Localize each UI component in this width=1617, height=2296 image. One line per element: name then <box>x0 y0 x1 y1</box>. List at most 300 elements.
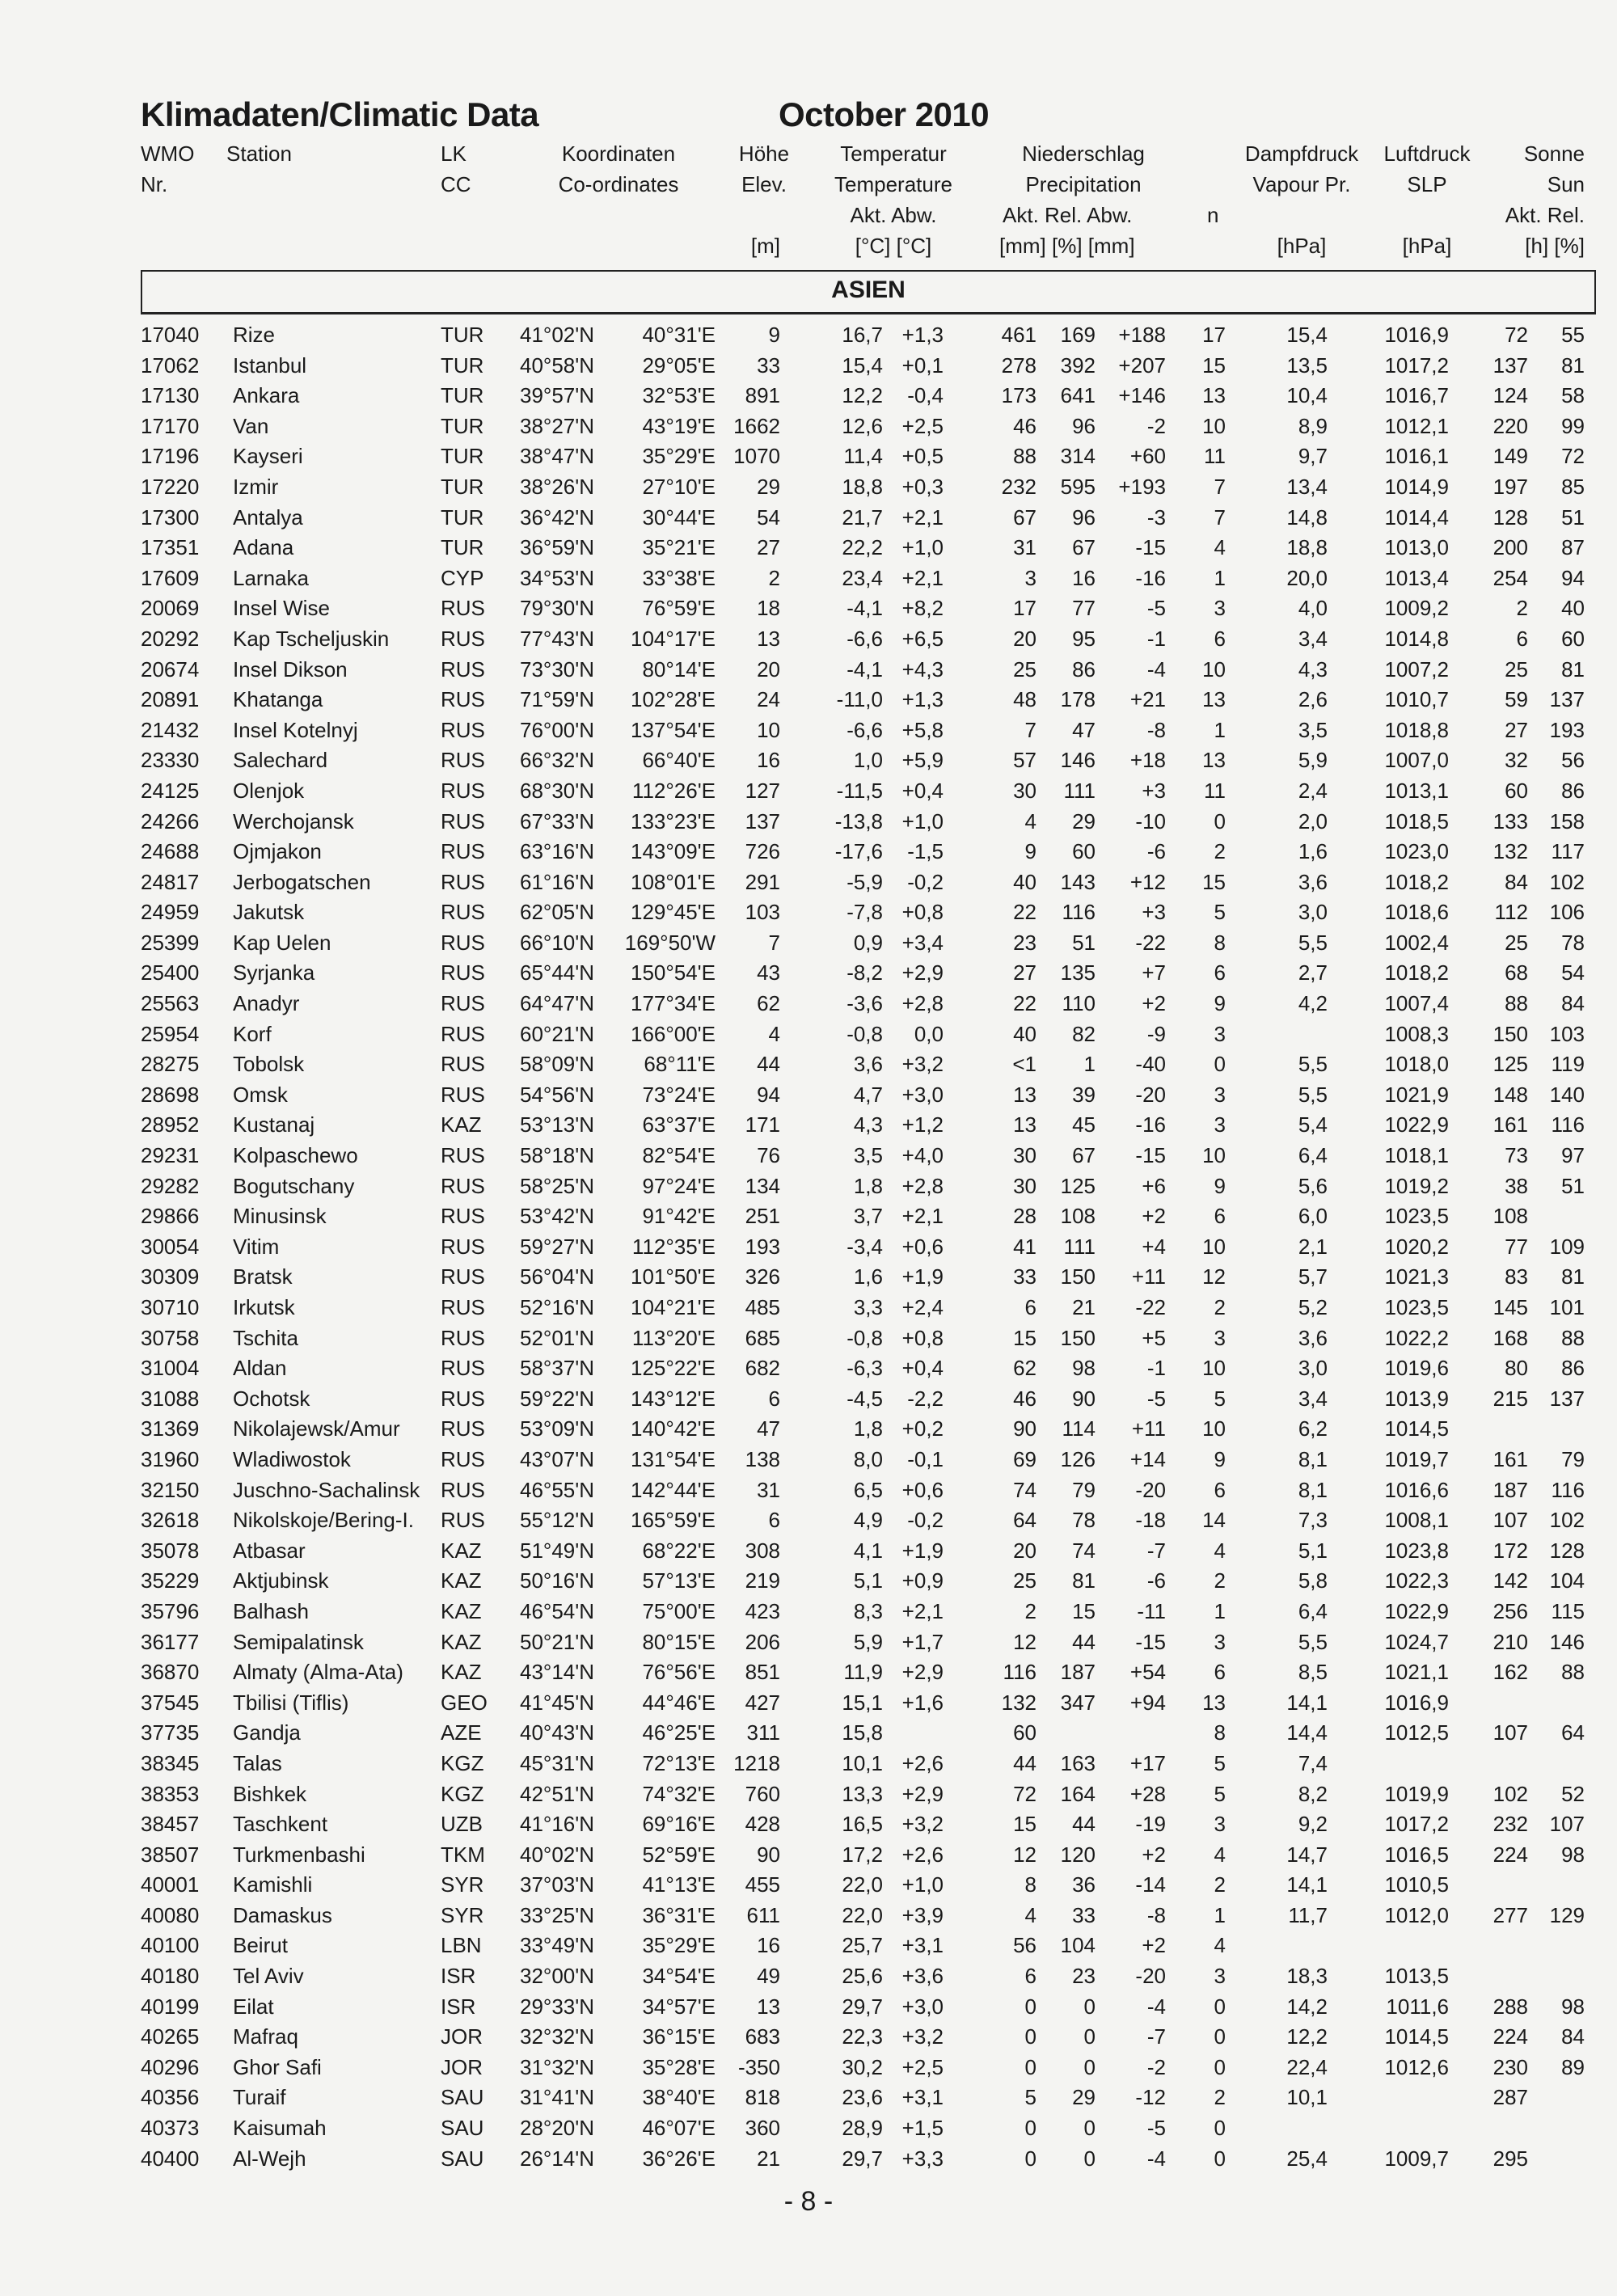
elevation: 1218 <box>733 1750 780 1775</box>
temp-deviation: +2,5 <box>901 2054 944 2079</box>
wmo-number: 17196 <box>141 444 200 469</box>
station-name: Eilat <box>233 1994 274 2019</box>
prec-deviation: -40 <box>1135 1052 1166 1077</box>
header-elev: Elev. <box>741 172 787 196</box>
sea-level-pressure: 1021,1 <box>1384 1660 1449 1685</box>
temp-deviation: +0,6 <box>901 1234 944 1259</box>
document-month: October 2010 <box>779 95 990 133</box>
wmo-number: 17062 <box>141 352 200 378</box>
country-code: SAU <box>441 2085 484 2110</box>
prec-deviation: +193 <box>1118 474 1166 499</box>
station-name: Balhash <box>233 1598 309 1623</box>
prec-deviation: -5 <box>1146 596 1166 621</box>
sun-hours: 6 <box>1516 626 1528 651</box>
temp-actual: 15,8 <box>842 1720 883 1745</box>
elevation: 90 <box>757 1842 780 1867</box>
wmo-number: 31088 <box>141 1386 200 1411</box>
temp-actual: 8,0 <box>853 1446 883 1471</box>
table-row <box>0 2112 1617 2143</box>
prec-relative: 0 <box>1083 1994 1096 2019</box>
sea-level-pressure: 1018,0 <box>1384 1052 1449 1077</box>
temp-deviation: +0,3 <box>901 474 944 499</box>
temp-deviation: +3,3 <box>901 2146 944 2171</box>
elevation: 428 <box>745 1812 780 1837</box>
sea-level-pressure: 1008,1 <box>1384 1508 1449 1533</box>
table-row <box>0 1748 1617 1779</box>
country-code: RUS <box>441 900 485 925</box>
elevation: 219 <box>745 1568 780 1593</box>
sun-hours: 215 <box>1492 1386 1528 1411</box>
sea-level-pressure: 1022,9 <box>1384 1598 1449 1623</box>
station-name: Jakutsk <box>233 900 305 925</box>
temp-actual: 16,7 <box>842 323 883 347</box>
precip-days: 6 <box>1214 1204 1226 1229</box>
temp-actual: 8,3 <box>853 1598 883 1623</box>
country-code: RUS <box>441 808 485 834</box>
prec-actual: 69 <box>1013 1446 1036 1471</box>
country-code: TUR <box>441 413 484 438</box>
table-row <box>0 1900 1617 1931</box>
prec-actual: 46 <box>1013 1386 1036 1411</box>
prec-actual: 20 <box>1013 626 1036 651</box>
country-code: RUS <box>441 1052 485 1077</box>
precip-days: 2 <box>1214 839 1226 864</box>
prec-relative: 44 <box>1072 1629 1096 1654</box>
country-code: RUS <box>441 626 485 651</box>
vapour-pressure: 1,6 <box>1298 839 1328 864</box>
precip-days: 2 <box>1214 1295 1226 1319</box>
sun-relative: 101 <box>1549 1295 1585 1319</box>
prec-deviation: -2 <box>1146 2054 1166 2079</box>
temp-deviation: +2,5 <box>901 413 944 438</box>
prec-actual: 4 <box>1024 1902 1036 1927</box>
prec-relative: 150 <box>1060 1325 1096 1350</box>
sun-hours: 256 <box>1492 1598 1528 1623</box>
sun-relative: 81 <box>1561 656 1585 682</box>
wmo-number: 17220 <box>141 474 200 499</box>
latitude: 59°27'N <box>520 1234 594 1259</box>
prec-actual: 22 <box>1013 991 1036 1016</box>
country-code: SAU <box>441 2146 484 2171</box>
sea-level-pressure: 1022,9 <box>1384 1112 1449 1137</box>
wmo-number: 24817 <box>141 869 200 894</box>
temp-actual: 22,3 <box>842 2024 883 2049</box>
sun-hours: 187 <box>1492 1477 1528 1502</box>
sea-level-pressure: 1021,9 <box>1384 1082 1449 1107</box>
table-row <box>0 1991 1617 2022</box>
precip-days: 15 <box>1202 869 1226 894</box>
vapour-pressure: 9,7 <box>1298 444 1328 469</box>
country-code: RUS <box>441 748 485 773</box>
prec-actual: 64 <box>1013 1508 1036 1533</box>
station-name: Damaskus <box>233 1902 332 1927</box>
vapour-pressure: 14,2 <box>1286 1994 1328 2019</box>
table-row <box>0 1809 1617 1839</box>
temp-actual: 5,1 <box>853 1568 883 1593</box>
sun-hours: 224 <box>1492 2024 1528 2049</box>
table-row <box>0 1779 1617 1809</box>
vapour-pressure: 5,6 <box>1298 1173 1328 1198</box>
longitude: 75°00'E <box>642 1598 716 1623</box>
prec-relative: 51 <box>1072 930 1096 955</box>
longitude: 33°38'E <box>642 565 716 590</box>
elevation: 54 <box>757 504 780 530</box>
prec-deviation: -6 <box>1146 839 1166 864</box>
country-code: TKM <box>441 1842 485 1867</box>
sun-hours: 200 <box>1492 535 1528 560</box>
country-code: KAZ <box>441 1568 482 1593</box>
elevation: 171 <box>745 1112 780 1137</box>
wmo-number: 23330 <box>141 748 200 773</box>
latitude: 46°55'N <box>520 1477 594 1502</box>
prec-deviation: +11 <box>1131 1264 1166 1289</box>
longitude: 140°42'E <box>630 1416 716 1441</box>
longitude: 76°56'E <box>642 1660 716 1685</box>
vapour-pressure: 11,7 <box>1288 1902 1328 1927</box>
prec-actual: 9 <box>1024 839 1036 864</box>
prec-actual: 57 <box>1013 748 1036 773</box>
prec-deviation: -15 <box>1135 1629 1166 1654</box>
prec-actual: 20 <box>1013 1538 1036 1563</box>
prec-relative: 108 <box>1060 1204 1096 1229</box>
longitude: 36°31'E <box>642 1902 716 1927</box>
sun-relative: 146 <box>1549 1629 1585 1654</box>
header-unit-prec: [mm] [%] [mm] <box>999 234 1135 258</box>
sun-hours: 295 <box>1492 2146 1528 2171</box>
page-number: - 8 - <box>783 2186 834 2217</box>
country-code: RUS <box>441 687 485 712</box>
country-code: RUS <box>441 1295 485 1319</box>
precip-days: 3 <box>1214 1629 1226 1654</box>
wmo-number: 20069 <box>141 596 200 621</box>
elevation: 2 <box>768 565 780 590</box>
elevation: 134 <box>745 1173 780 1198</box>
precip-days: 14 <box>1202 1508 1226 1533</box>
table-row <box>0 319 1617 350</box>
prec-actual: 13 <box>1013 1082 1036 1107</box>
longitude: 40°31'E <box>642 323 716 347</box>
temp-deviation: +2,9 <box>901 1781 944 1806</box>
station-name: Kayseri <box>233 444 303 469</box>
sea-level-pressure: 1017,2 <box>1384 352 1449 378</box>
prec-actual: 23 <box>1013 930 1036 955</box>
temp-deviation: +3,2 <box>901 1812 944 1837</box>
elevation: 206 <box>745 1629 780 1654</box>
sun-hours: 72 <box>1505 323 1528 347</box>
sea-level-pressure: 1018,2 <box>1384 869 1449 894</box>
temp-actual: 15,1 <box>842 1690 883 1715</box>
table-row <box>0 867 1617 897</box>
elevation: 13 <box>757 1994 780 2019</box>
prec-relative: 29 <box>1072 2085 1096 2110</box>
sea-level-pressure: 1023,0 <box>1384 839 1449 864</box>
latitude: 65°44'N <box>520 960 594 986</box>
prec-deviation: -8 <box>1146 1902 1166 1927</box>
temp-deviation: +0,8 <box>901 1325 944 1350</box>
sea-level-pressure: 1002,4 <box>1384 930 1449 955</box>
sun-relative: 129 <box>1549 1902 1585 1927</box>
wmo-number: 31369 <box>141 1416 200 1441</box>
prec-actual: 15 <box>1013 1812 1036 1837</box>
sea-level-pressure: 1019,7 <box>1384 1446 1449 1471</box>
header-koordinaten: Koordinaten <box>561 141 676 166</box>
country-code: RUS <box>441 1446 485 1471</box>
prec-deviation: -1 <box>1146 626 1166 651</box>
sun-relative: 51 <box>1561 1173 1585 1198</box>
header-hoehe: Höhe <box>738 141 790 166</box>
prec-deviation: -20 <box>1135 1477 1166 1502</box>
elevation: -350 <box>737 2054 780 2079</box>
sea-level-pressure: 1007,0 <box>1384 748 1449 773</box>
prec-actual: 0 <box>1024 1994 1036 2019</box>
elevation: 9 <box>768 323 780 347</box>
precip-days: 11 <box>1204 778 1226 803</box>
elevation: 326 <box>745 1264 780 1289</box>
table-row <box>0 1657 1617 1687</box>
temp-deviation: +2,8 <box>901 1173 944 1198</box>
vapour-pressure: 5,5 <box>1298 930 1328 955</box>
prec-actual: 0 <box>1024 2024 1036 2049</box>
elevation: 7 <box>768 930 780 955</box>
prec-actual: 44 <box>1013 1750 1036 1775</box>
prec-relative: 111 <box>1063 1234 1096 1259</box>
prec-relative: 44 <box>1072 1812 1096 1837</box>
longitude: 129°45'E <box>630 900 716 925</box>
table-row <box>0 1383 1617 1414</box>
wmo-number: 29231 <box>141 1143 200 1168</box>
precip-days: 2 <box>1214 1568 1226 1593</box>
prec-deviation: -4 <box>1146 1994 1166 2019</box>
sun-relative: 116 <box>1551 1477 1585 1502</box>
table-row <box>0 806 1617 837</box>
header-precipitation: Precipitation <box>1025 172 1142 196</box>
temp-actual: -6,6 <box>846 717 883 742</box>
longitude: 74°32'E <box>642 1781 716 1806</box>
vapour-pressure: 5,9 <box>1298 748 1328 773</box>
header-unit-vapour: [hPa] <box>1277 234 1327 258</box>
prec-relative: 79 <box>1072 1477 1096 1502</box>
sun-hours: 197 <box>1492 474 1528 499</box>
wmo-number: 31960 <box>141 1446 200 1471</box>
sun-hours: 102 <box>1492 1781 1528 1806</box>
sun-relative: 137 <box>1549 1386 1585 1411</box>
elevation: 29 <box>757 474 780 499</box>
latitude: 66°32'N <box>520 748 594 773</box>
wmo-number: 38345 <box>141 1750 200 1775</box>
precip-days: 11 <box>1204 444 1226 469</box>
prec-relative: 86 <box>1072 656 1096 682</box>
temp-deviation: +3,1 <box>901 1933 944 1958</box>
country-code: RUS <box>441 1234 485 1259</box>
table-row <box>0 1140 1617 1171</box>
longitude: 41°13'E <box>642 1872 716 1897</box>
temp-deviation: +4,3 <box>901 656 944 682</box>
temp-actual: -11,0 <box>836 687 883 712</box>
sun-relative: 193 <box>1549 717 1585 742</box>
prec-actual: 0 <box>1024 2146 1036 2171</box>
sun-hours: 32 <box>1505 748 1528 773</box>
precip-days: 10 <box>1202 1356 1226 1381</box>
vapour-pressure: 5,7 <box>1298 1264 1328 1289</box>
prec-deviation: -15 <box>1135 535 1166 560</box>
station-name: Bratsk <box>233 1264 293 1289</box>
sea-level-pressure: 1013,1 <box>1384 778 1449 803</box>
elevation: 13 <box>757 626 780 651</box>
wmo-number: 28275 <box>141 1052 200 1077</box>
country-code: RUS <box>441 1508 485 1533</box>
longitude: 27°10'E <box>642 474 716 499</box>
wmo-number: 38457 <box>141 1812 200 1837</box>
wmo-number: 40356 <box>141 2085 200 2110</box>
sea-level-pressure: 1014,9 <box>1384 474 1449 499</box>
country-code: RUS <box>441 778 485 803</box>
wmo-number: 17351 <box>141 535 200 560</box>
longitude: 101°50'E <box>630 1264 716 1289</box>
wmo-number: 17130 <box>141 383 200 408</box>
prec-deviation: -22 <box>1135 1295 1166 1319</box>
wmo-number: 32150 <box>141 1477 200 1502</box>
temp-actual: 11,9 <box>843 1660 883 1685</box>
precip-days: 4 <box>1214 535 1226 560</box>
table-row <box>0 1201 1617 1231</box>
temp-deviation: +5,9 <box>901 748 944 773</box>
header-unit-sun: [h] [%] <box>1525 234 1585 258</box>
header-lk: LK <box>441 141 467 166</box>
latitude: 63°16'N <box>520 839 594 864</box>
latitude: 51°49'N <box>520 1538 594 1563</box>
elevation: 360 <box>745 2116 780 2141</box>
sun-relative: 52 <box>1561 1781 1585 1806</box>
latitude: 50°16'N <box>520 1568 594 1593</box>
elevation: 127 <box>745 778 780 803</box>
sea-level-pressure: 1014,5 <box>1384 1416 1449 1441</box>
country-code: TUR <box>441 504 484 530</box>
longitude: 73°24'E <box>642 1082 716 1107</box>
country-code: JOR <box>441 2024 483 2049</box>
elevation: 726 <box>745 839 780 864</box>
temp-actual: -5,9 <box>846 869 883 894</box>
prec-deviation: -5 <box>1146 2116 1166 2141</box>
precip-days: 2 <box>1214 2085 1226 2110</box>
prec-actual: 40 <box>1013 869 1036 894</box>
latitude: 79°30'N <box>520 596 594 621</box>
temp-deviation: +5,8 <box>901 717 944 742</box>
longitude: 91°42'E <box>642 1204 716 1229</box>
country-code: RUS <box>441 656 485 682</box>
prec-actual: 2 <box>1024 1598 1036 1623</box>
prec-relative: 36 <box>1072 1872 1096 1897</box>
temp-actual: -13,8 <box>834 808 883 834</box>
station-name: Larnaka <box>233 565 309 590</box>
table-row <box>0 1231 1617 1262</box>
temp-deviation: +2,6 <box>901 1750 944 1775</box>
prec-actual: 173 <box>1001 383 1036 408</box>
sun-hours: 137 <box>1492 352 1528 378</box>
temp-actual: 4,9 <box>853 1508 883 1533</box>
station-name: Kolpaschewo <box>233 1143 358 1168</box>
temp-actual: 22,0 <box>842 1902 883 1927</box>
table-row <box>0 1627 1617 1657</box>
latitude: 29°33'N <box>520 1994 594 2019</box>
sun-relative: 99 <box>1561 413 1585 438</box>
latitude: 53°13'N <box>520 1112 594 1137</box>
vapour-pressure: 8,1 <box>1298 1446 1328 1471</box>
sun-hours: 88 <box>1505 991 1528 1016</box>
station-name: Tel Aviv <box>233 1964 304 1989</box>
sun-relative: 115 <box>1551 1598 1585 1623</box>
temp-deviation: +1,2 <box>901 1112 944 1137</box>
station-name: Nikolajewsk/Amur <box>233 1416 400 1441</box>
precip-days: 3 <box>1214 1812 1226 1837</box>
temp-deviation: +0,6 <box>901 1477 944 1502</box>
prec-relative: 114 <box>1062 1416 1096 1441</box>
elevation: 76 <box>757 1143 780 1168</box>
table-row <box>0 1475 1617 1505</box>
latitude: 41°02'N <box>520 323 594 347</box>
wmo-number: 24125 <box>141 778 200 803</box>
precip-days: 8 <box>1214 1720 1226 1745</box>
country-code: RUS <box>441 960 485 986</box>
prec-relative: 90 <box>1072 1386 1096 1411</box>
header-coordinates: Co-ordinates <box>558 172 679 196</box>
prec-relative: 16 <box>1072 565 1096 590</box>
prec-actual: 62 <box>1013 1356 1036 1381</box>
sun-hours: 107 <box>1492 1720 1528 1745</box>
longitude: 46°25'E <box>642 1720 716 1745</box>
temp-actual: 6,5 <box>853 1477 883 1502</box>
prec-actual: 88 <box>1013 444 1036 469</box>
longitude: 36°26'E <box>642 2146 716 2171</box>
prec-relative: 125 <box>1060 1173 1096 1198</box>
prec-relative: 98 <box>1072 1356 1096 1381</box>
station-name: Ochotsk <box>233 1386 310 1411</box>
prec-relative: 164 <box>1060 1781 1096 1806</box>
sun-hours: 133 <box>1492 808 1528 834</box>
elevation: 311 <box>746 1720 780 1745</box>
precip-days: 3 <box>1214 1964 1226 1989</box>
sea-level-pressure: 1010,7 <box>1384 687 1449 712</box>
prec-deviation: +5 <box>1142 1325 1166 1350</box>
sun-hours: 172 <box>1492 1538 1528 1563</box>
sun-hours: 59 <box>1505 687 1528 712</box>
sea-level-pressure: 1018,5 <box>1384 808 1449 834</box>
prec-actual: 132 <box>1001 1690 1036 1715</box>
station-name: Omsk <box>233 1082 288 1107</box>
vapour-pressure: 5,4 <box>1298 1112 1328 1137</box>
prec-deviation: -8 <box>1146 717 1166 742</box>
sun-relative: 79 <box>1561 1446 1585 1471</box>
header-n: n <box>1207 203 1219 227</box>
sea-level-pressure: 1014,4 <box>1384 504 1449 530</box>
sun-hours: 220 <box>1492 413 1528 438</box>
longitude: 35°29'E <box>642 444 716 469</box>
header-prec-akt-rel-abw: Akt. Rel. Abw. <box>1003 203 1133 227</box>
prec-actual: 0 <box>1024 2054 1036 2079</box>
temp-actual: -6,3 <box>846 1356 883 1381</box>
elevation: 94 <box>757 1082 780 1107</box>
prec-deviation: +7 <box>1142 960 1166 986</box>
longitude: 80°15'E <box>642 1629 716 1654</box>
station-name: Antalya <box>233 504 303 530</box>
prec-relative: 641 <box>1060 383 1096 408</box>
table-row <box>0 2021 1617 2052</box>
latitude: 43°14'N <box>520 1660 594 1685</box>
vapour-pressure: 6,2 <box>1298 1416 1328 1441</box>
wmo-number: 25563 <box>141 991 200 1016</box>
temp-actual: 5,9 <box>853 1629 883 1654</box>
prec-relative: 150 <box>1060 1264 1096 1289</box>
longitude: 142°44'E <box>630 1477 716 1502</box>
